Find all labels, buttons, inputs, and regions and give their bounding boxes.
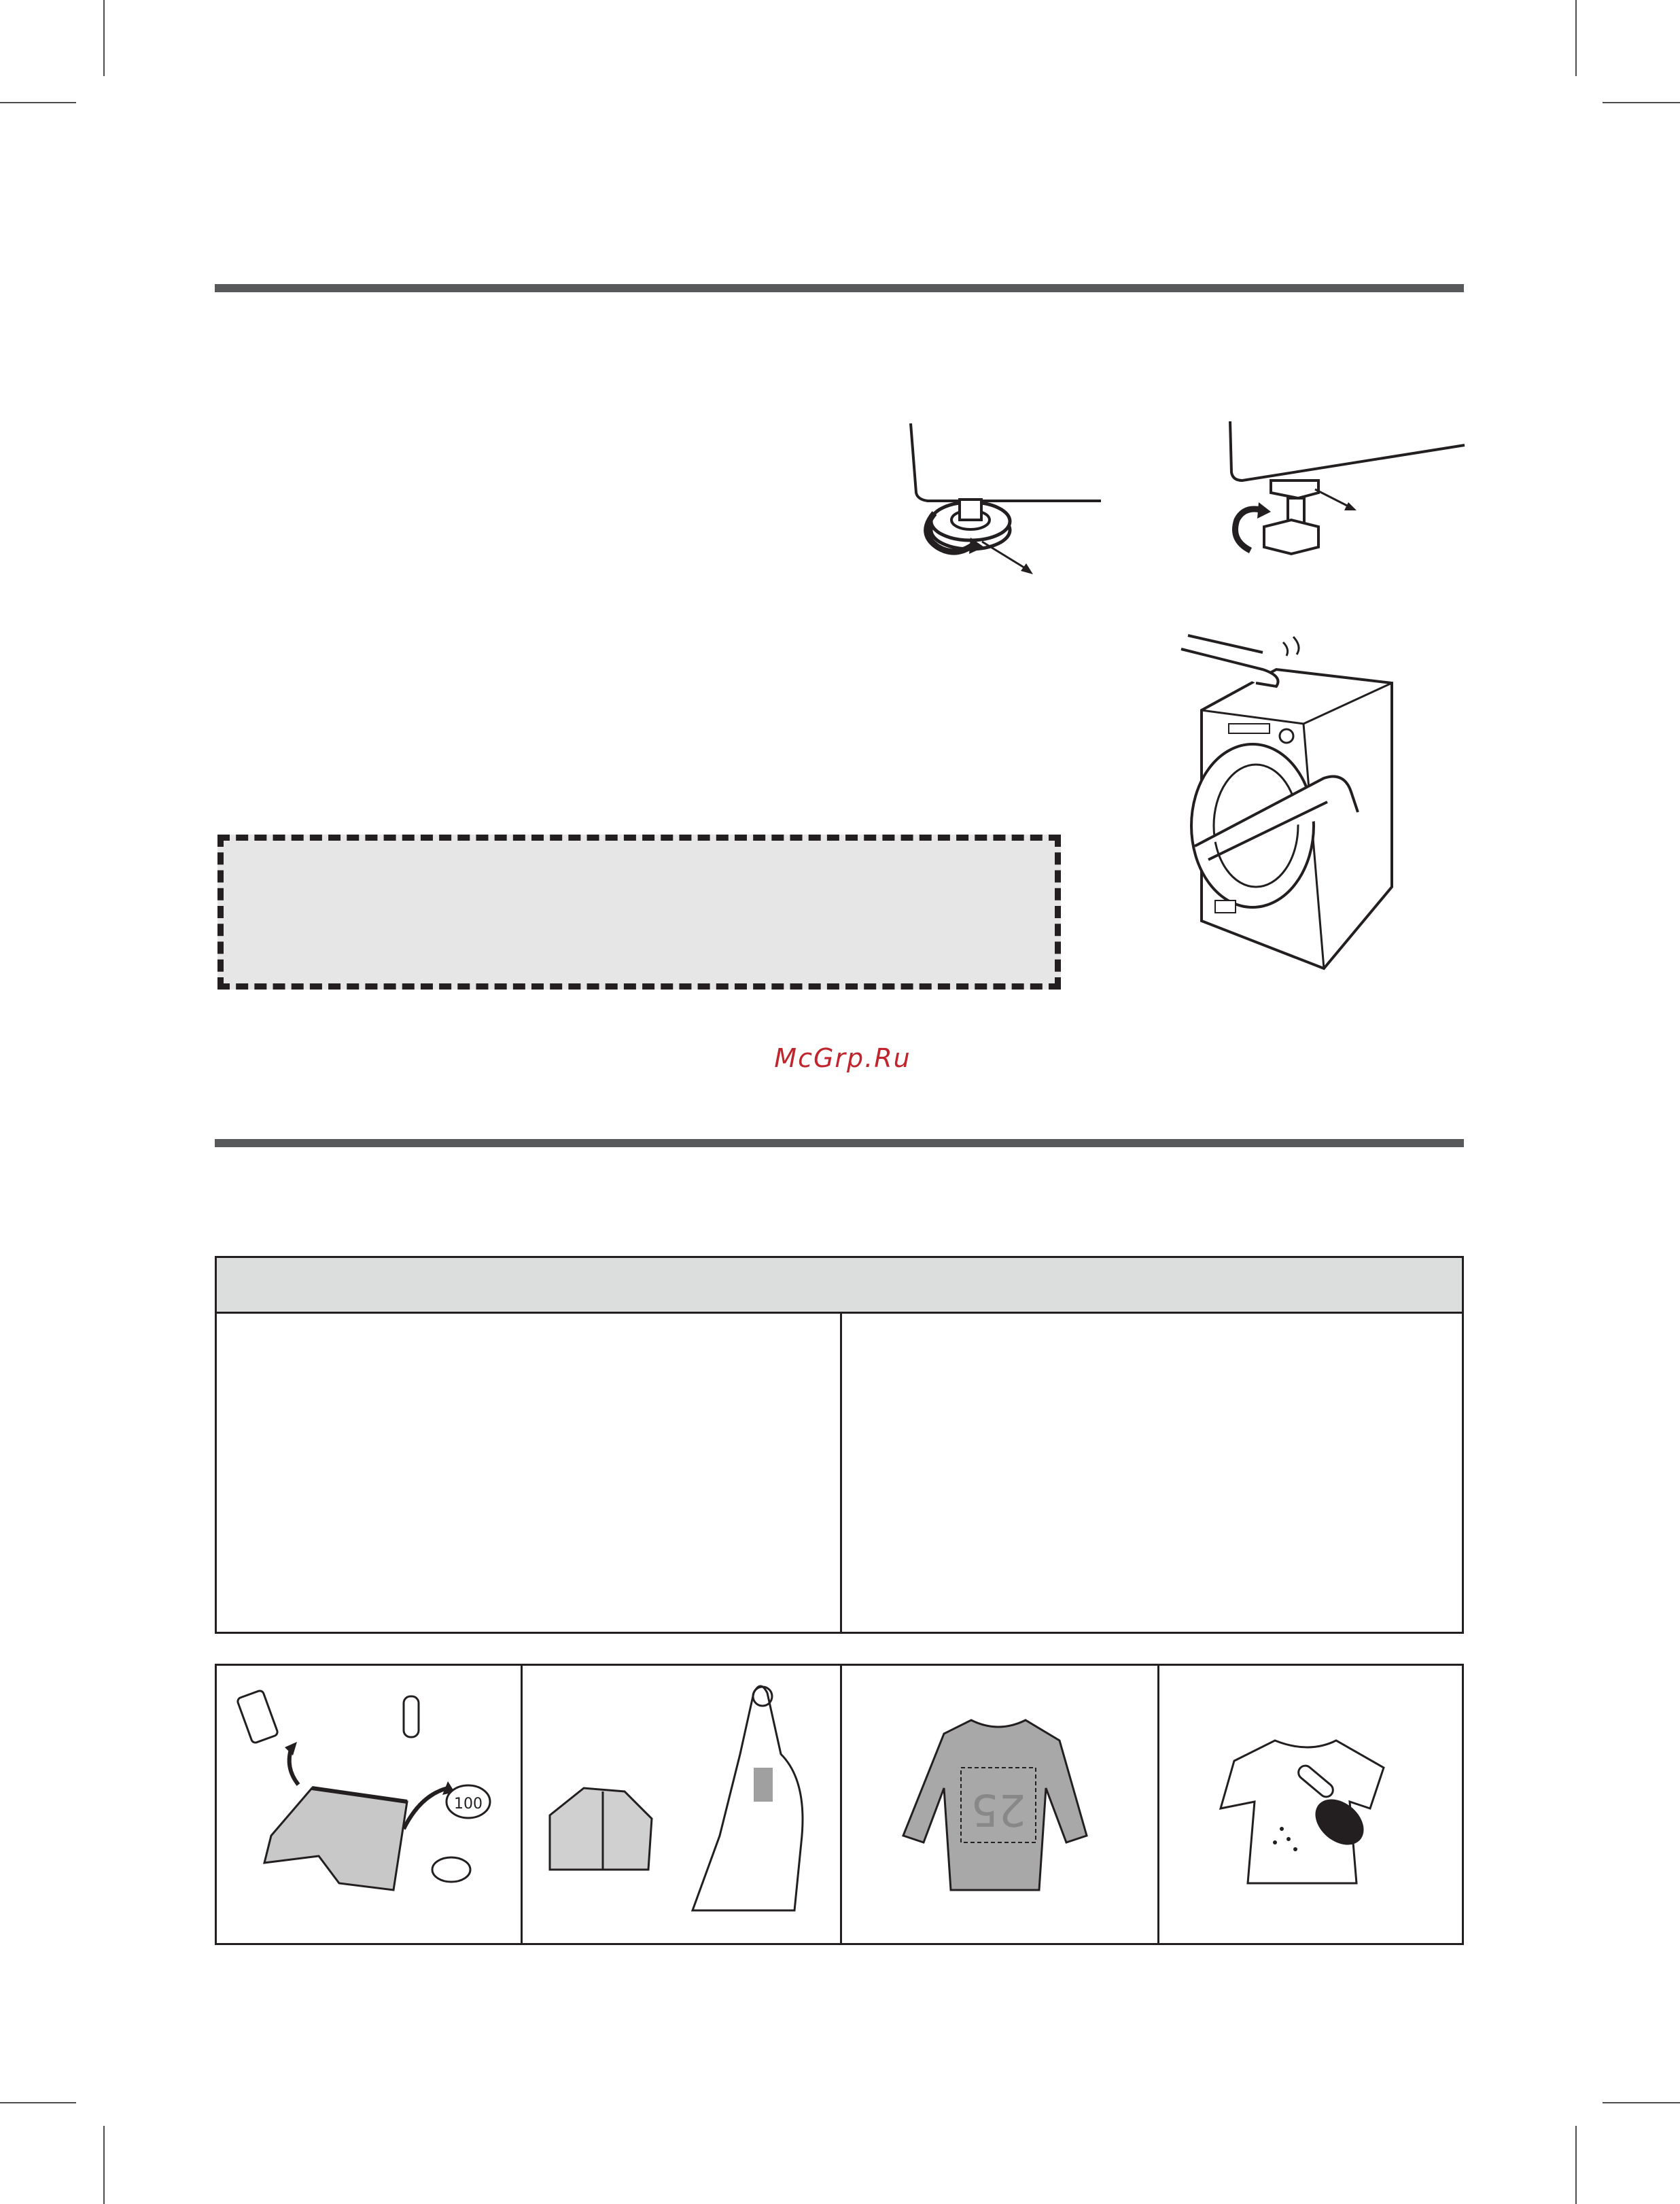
crop-mark: [1603, 102, 1680, 103]
leveling-foot-icon: [897, 418, 1121, 578]
brush-stains-icon: [1159, 1666, 1462, 1943]
turn-inside-out-icon: [842, 1666, 1157, 1943]
strip-cell: [1159, 1666, 1462, 1943]
strip-cell: [842, 1666, 1157, 1943]
table-column-left: [217, 1314, 840, 1632]
crop-mark: [103, 2126, 105, 2204]
sweater-number: 25: [970, 1784, 1026, 1834]
coin-label: 100: [454, 1796, 483, 1813]
washing-machine-icon: [1168, 622, 1439, 975]
section-rule-middle: [215, 1139, 1464, 1147]
leveling-foot-icon: [1196, 418, 1468, 564]
crop-mark: [0, 2102, 76, 2103]
crop-mark: [1575, 2126, 1577, 2204]
crop-mark: [103, 0, 105, 76]
crop-mark: [1575, 0, 1577, 76]
info-table: [215, 1256, 1464, 1634]
crop-mark: [0, 102, 76, 103]
crop-mark: [1603, 2102, 1680, 2103]
empty-pockets-icon: [217, 1666, 521, 1943]
table-column-right: [842, 1314, 1462, 1632]
laundry-prep-strip: [215, 1664, 1464, 1945]
table-header: [217, 1258, 1462, 1314]
note-box: [217, 835, 1061, 990]
watermark-text: McGrp.Ru: [774, 1043, 911, 1073]
close-zippers-icon: [523, 1666, 840, 1943]
strip-cell: [523, 1666, 840, 1943]
strip-cell: [217, 1666, 521, 1943]
section-rule-top: [215, 284, 1464, 292]
